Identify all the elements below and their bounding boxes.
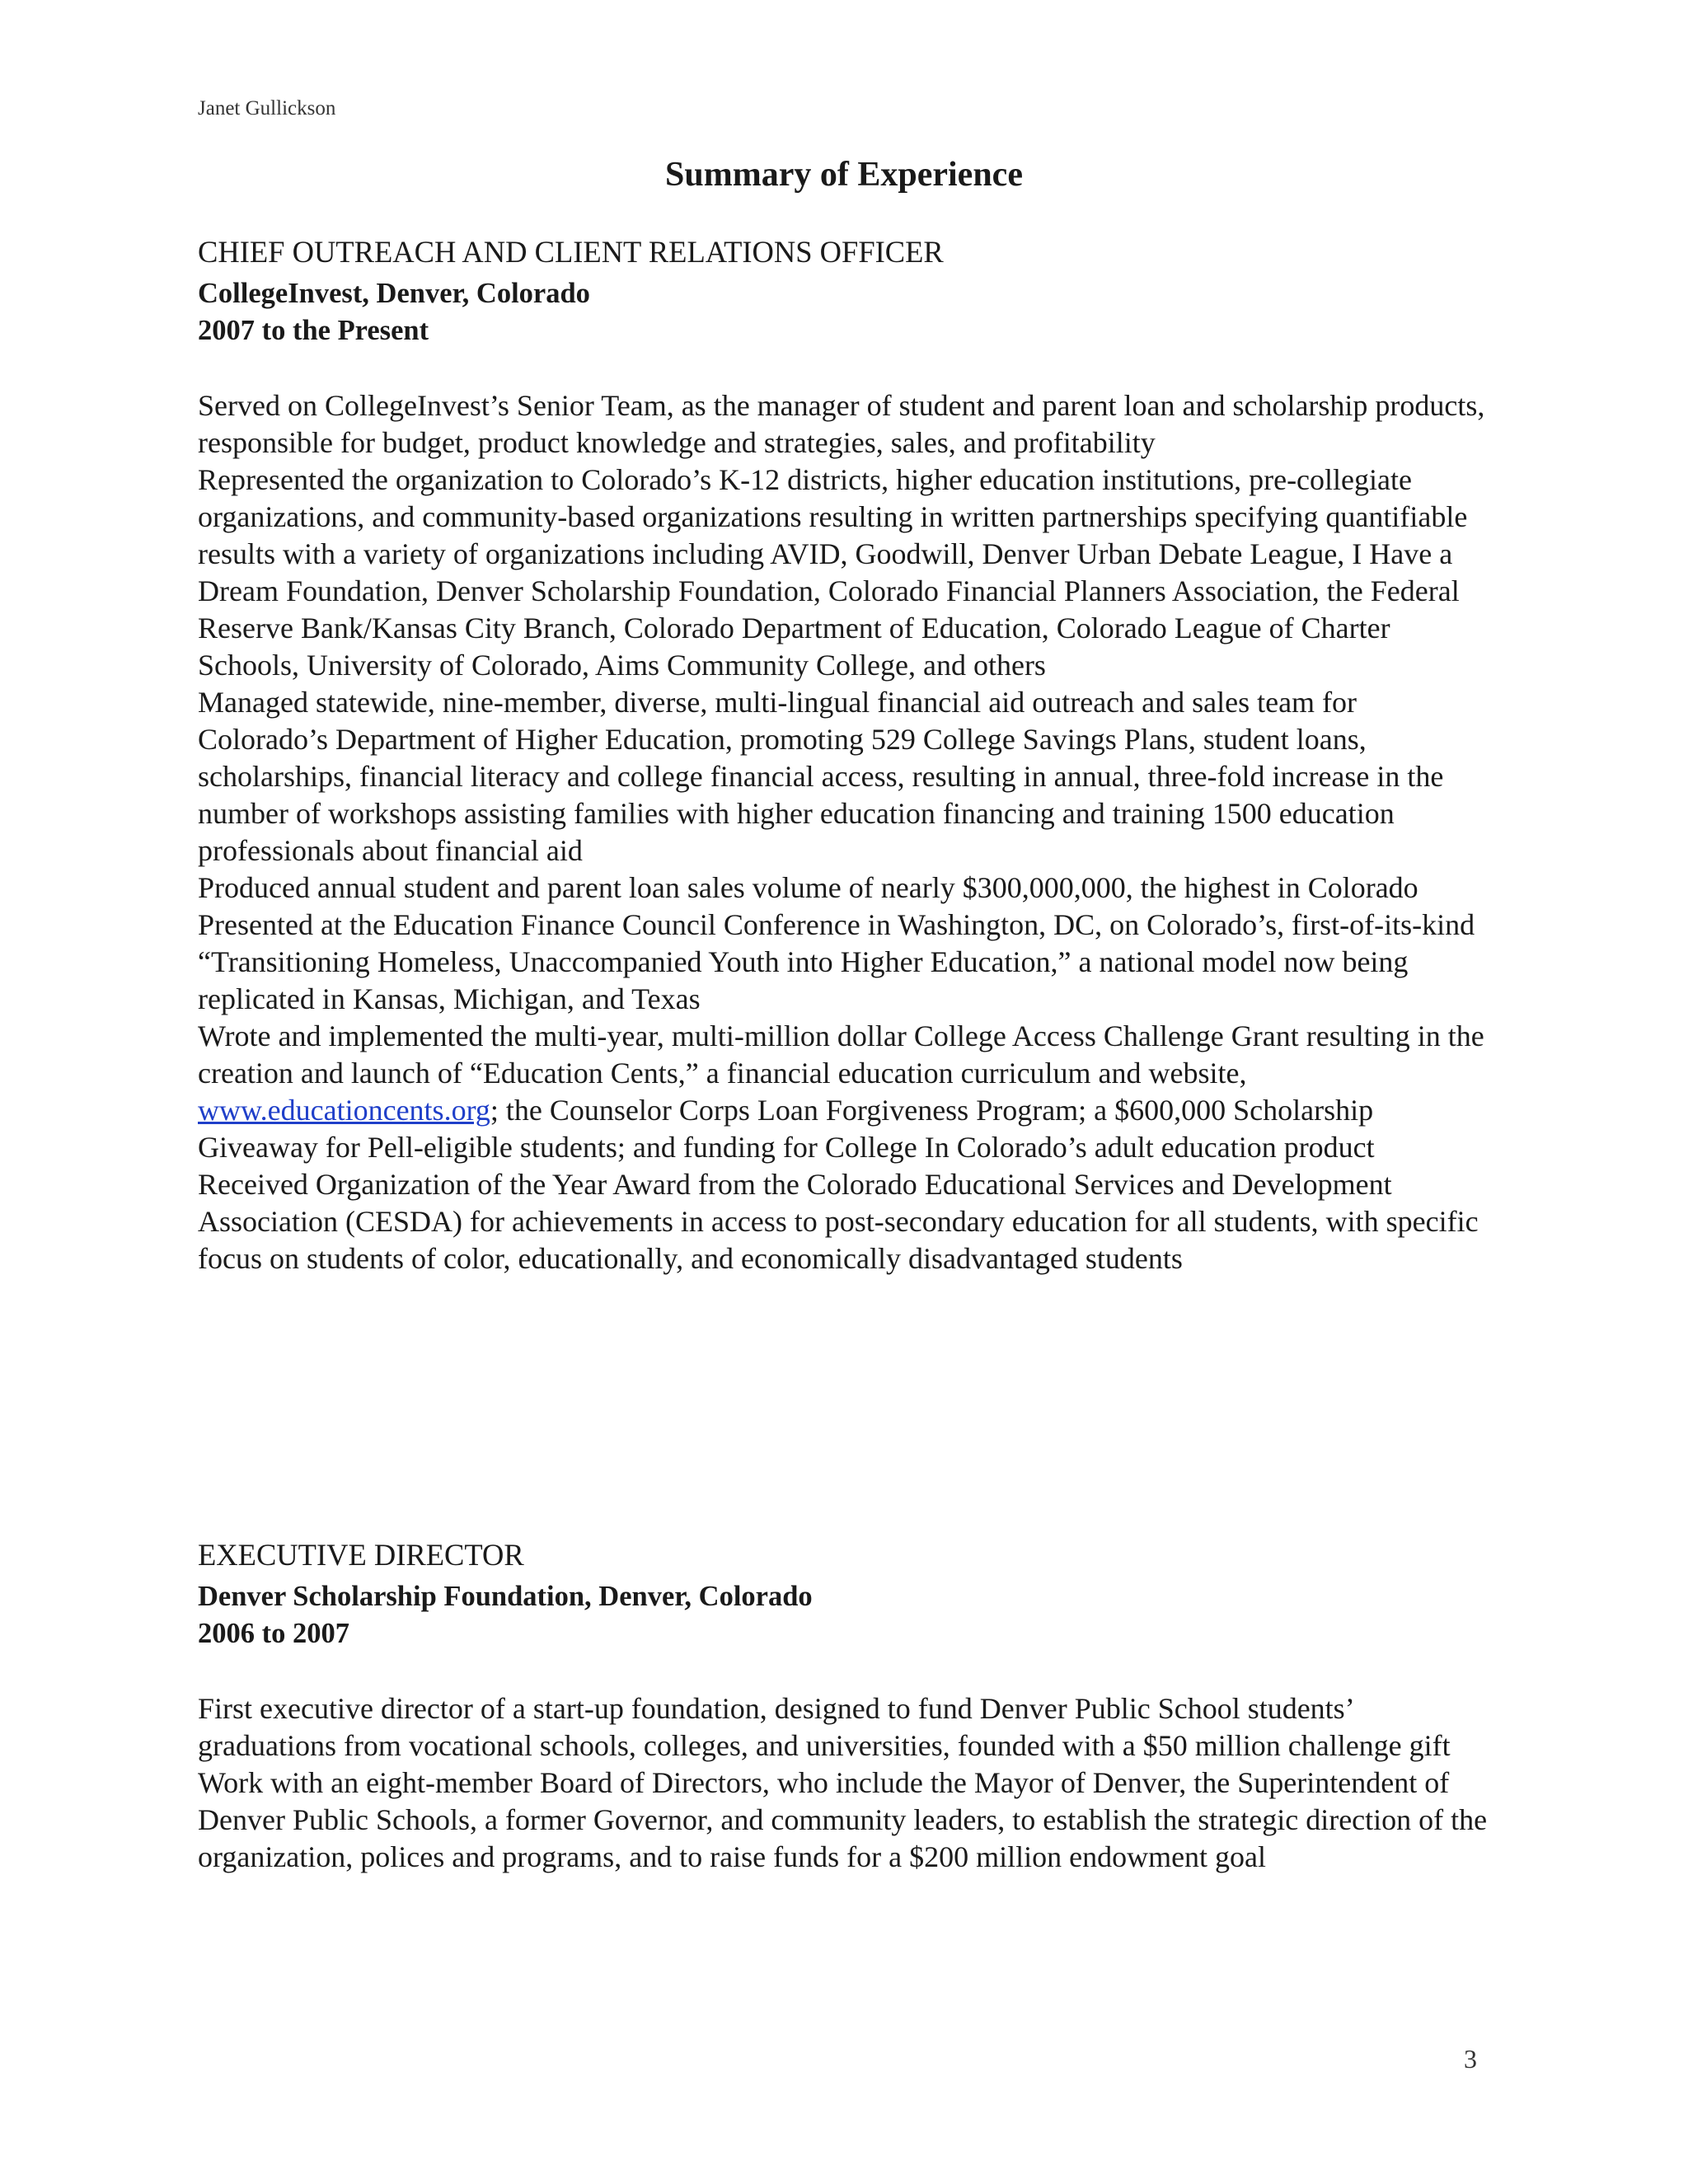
spacer	[198, 349, 1492, 387]
list-item: Work with an eight-member Board of Directors, who include the Mayor of Denver, the Superintendent of Denver Public Schools, a former Governor, and community leaders, to establish the strategic direction of the organization, polices and programs, and to raise funds for a $200 million endowment goal	[198, 1766, 1488, 1873]
list-item: Produced annual student and parent loan sales volume of nearly $300,000,000, the highest in Colorado	[198, 871, 1418, 904]
grant-text-after: ; the Counselor Corps Loan Forgiveness Program; a $600,000 Scholarship Giveaway for Pell-eligible students; and funding for College In Colorado’s adult education product	[198, 1094, 1375, 1164]
page-number: 3	[1464, 2044, 1477, 2074]
organization: CollegeInvest, Denver, Colorado	[198, 278, 590, 309]
job-title: CHIEF OUTREACH AND CLIENT RELATIONS OFFICER	[198, 235, 944, 269]
experience-section-dsf	[198, 1535, 1492, 1876]
spacer	[198, 1652, 1492, 1690]
list-item-grant	[198, 1018, 1492, 1166]
running-header-name: Janet Gullickson	[198, 97, 336, 120]
organization: Denver Scholarship Foundation, Denver, Colorado	[198, 1581, 813, 1612]
list-item: Presented at the Education Finance Council Conference in Washington, DC, on Colorado’s, first-of-its-kind “Transitioning Homeless, Unaccompanied Youth into Higher Education,” a national model now being replicated in Kansas, Michigan, and Texas	[198, 908, 1475, 1015]
list-item: Received Organization of the Year Award from the Colorado Educational Services and Development Association (CESDA) for achievements in access to post-secondary education for all students, with specific focus on students of color, educationally, and economically disadvantaged students	[198, 1168, 1479, 1275]
job-title: EXECUTIVE DIRECTOR	[198, 1538, 524, 1572]
page-title: Summary of Experience	[665, 156, 1023, 194]
experience-section-collegeinvest	[198, 232, 1492, 1277]
educationcents-link[interactable]: www.educationcents.org	[198, 1094, 490, 1127]
achievement-list	[198, 387, 1492, 1277]
list-item: Managed statewide, nine-member, diverse, multi-lingual financial aid outreach and sales team for Colorado’s Department of Higher Education, promoting 529 College Savings Plans, student loans, scholarships, financial literacy and college financial access, resulting in annual, three-fold increase in the number of workshops assisting families with higher education financing and training 1500 education professionals about financial aid	[198, 686, 1444, 867]
employment-dates: 2007 to the Present	[198, 315, 429, 346]
employment-dates: 2006 to 2007	[198, 1618, 349, 1649]
achievement-list	[198, 1690, 1492, 1876]
grant-text-before: Wrote and implemented the multi-year, multi-million dollar College Access Challenge Grant resulting in the creation and launch of “Education Cents,” a financial education curriculum and website,	[198, 1019, 1484, 1090]
list-item: Served on CollegeInvest’s Senior Team, as the manager of student and parent loan and scholarship products, responsible for budget, product knowledge and strategies, sales, and profitability	[198, 389, 1485, 459]
list-item: Represented the organization to Colorado’s K-12 districts, higher education institutions, pre-collegiate organizations, and community-based organizations resulting in written partnerships specifying quantifiable results with a variety of organizations including AVID, Goodwill, Denver Urban Debate League, I Have a Dream Foundation, Denver Scholarship Foundation, Colorado Financial Planners Association, the Federal Reserve Bank/Kansas City Branch, Colorado Department of Education, Colorado League of Charter Schools, University of Colorado, Aims Community College, and others	[198, 463, 1468, 682]
list-item: First executive director of a start-up foundation, designed to fund Denver Public School students’ graduations from vocational schools, colleges, and universities, founded with a $50 million challenge gift	[198, 1692, 1451, 1762]
